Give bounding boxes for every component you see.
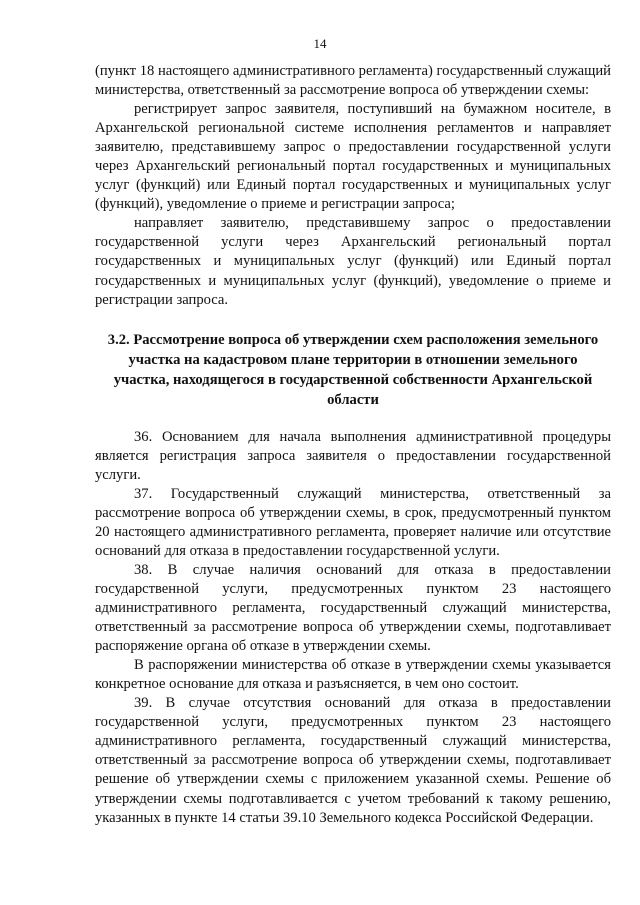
section-heading: 3.2. Рассмотрение вопроса об утверждении схем расположения земельного участка на кадастровом плане территории в отношении земельного участка, находящегося в государственной собственности Архангельской области bbox=[107, 331, 599, 408]
item-38: 38. В случае наличия оснований для отказа в предоставлении государственной услуги, предусмотренных пунктом 23 настоящего административного регламента, государственный служащий министерства, ответственный за рассмотрение вопроса об утверждении схемы, подготавливает распоряжение органа об отказе в утверждении схемы. bbox=[95, 561, 611, 655]
item-37: 37. Государственный служащий министерства, ответственный за рассмотрение вопроса об утверждении схемы, в срок, предусмотренный пунктом 20 настоящего административного регламента, проверяет наличие или отсутствие оснований для отказа в предоставлении государственной услуги. bbox=[95, 485, 611, 559]
document-body bbox=[95, 62, 611, 828]
item-36: 36. Основанием для начала выполнения административной процедуры является регистрация запроса заявителя о предоставлении государственной услуги. bbox=[95, 428, 611, 483]
item-39: 39. В случае отсутствия оснований для отказа в предоставлении государственной услуги, предусмотренных пунктом 23 настоящего административного регламента, государственный служащий министерства, ответственный за рассмотрение вопроса об утверждении схемы, подготавливает решение об утверждении схемы с приложением указанной схемы. Решение об утверждении схемы подготавливается с учетом требований к такому решению, указанных в пункте 14 статьи 39.10 Земельного кодекса Российской Федерации. bbox=[95, 695, 611, 826]
paragraph-continuation: (пункт 18 настоящего административного регламента) государственный служащий министерства, ответственный за рассмотрение вопроса об утверждении схемы: bbox=[95, 63, 611, 99]
paragraph-register-request: регистрирует запрос заявителя, поступивший на бумажном носителе, в Архангельской региональной системе исполнения регламентов и направляет заявителю, представившему запрос о предоставлении государственной услуги через Архангельский региональный портал государственных и муниципальных услуг (функций) или Единый портал государственных и муниципальных услуг (функций), уведомление о приеме и регистрации запроса; bbox=[95, 101, 611, 213]
paragraph-send-notification: направляет заявителю, представившему запрос о предоставлении государственной услуги через Архангельский региональный портал государственных и муниципальных услуг (функций) или Единый портал государственных и муниципальных услуг (функций), уведомление о приеме и регистрации запроса. bbox=[95, 215, 611, 308]
page-number: 14 bbox=[313, 36, 327, 51]
item-38-refusal-order: В распоряжении министерства об отказе в утверждении схемы указывается конкретное основание для отказа и разъясняется, в чем оно состоит. bbox=[95, 657, 611, 693]
